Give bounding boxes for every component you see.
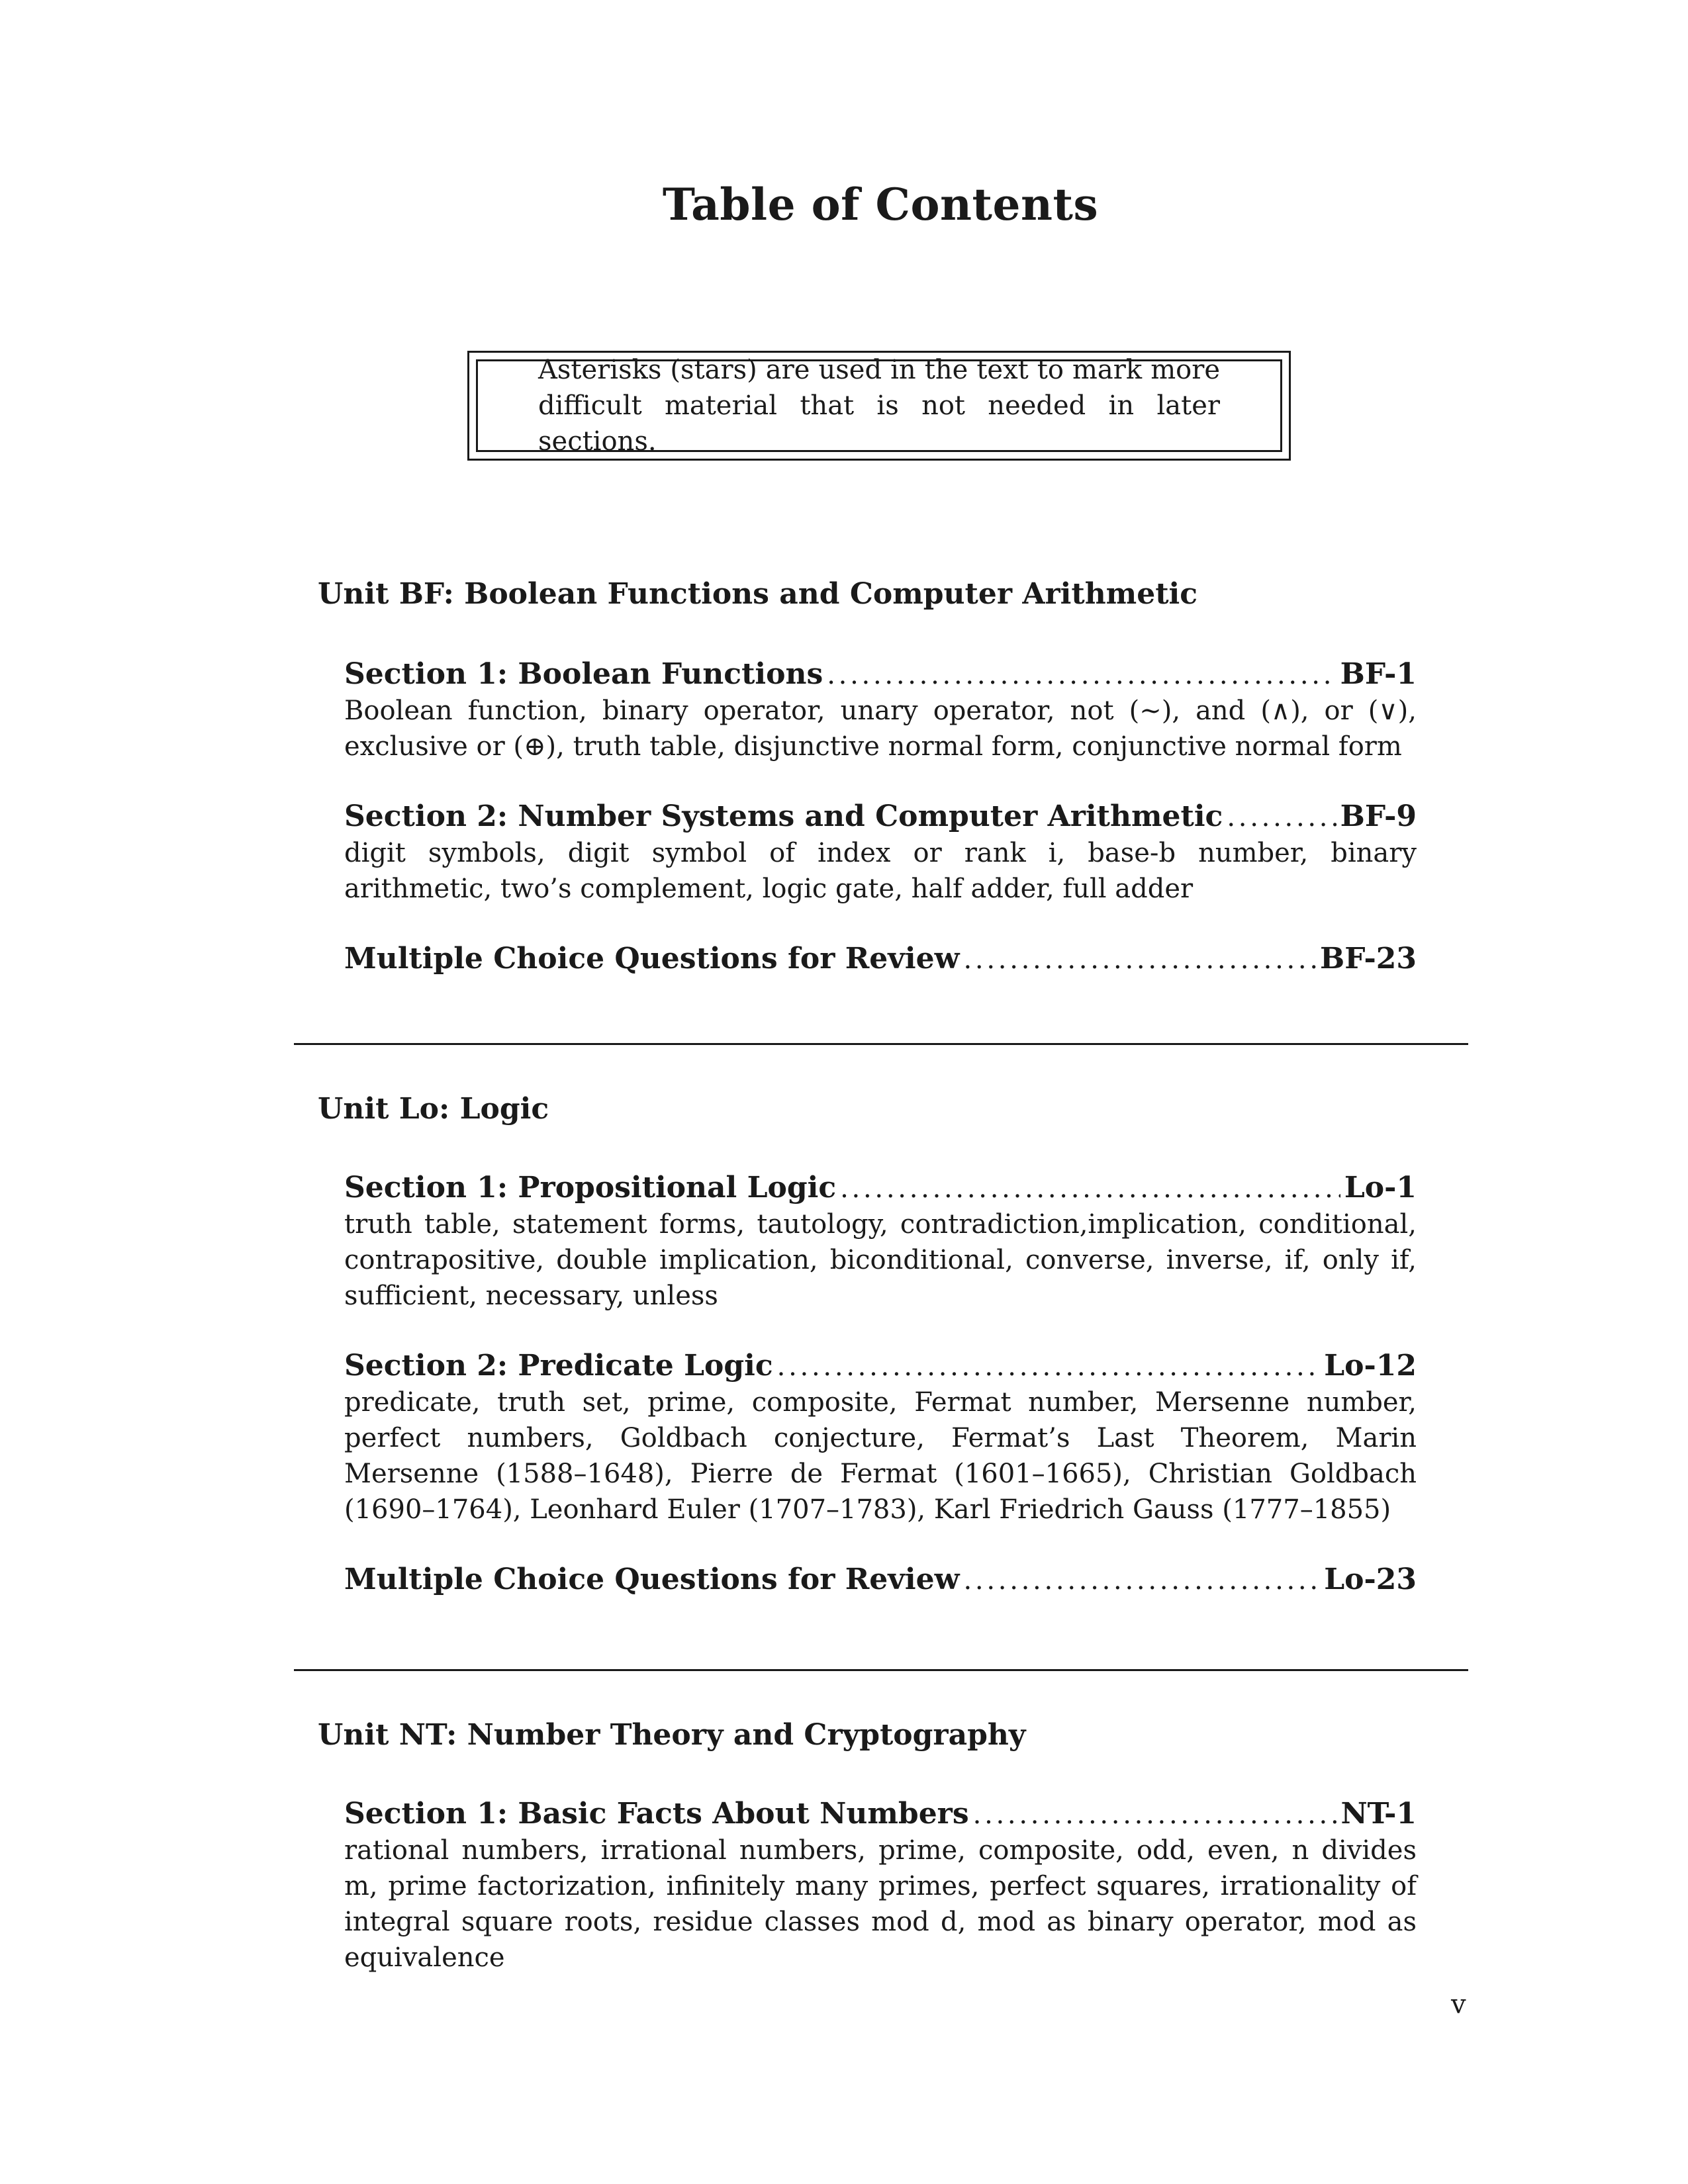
entry-label: Multiple Choice Questions for Review xyxy=(344,942,960,976)
entry-page-ref: Lo-23 xyxy=(1324,1563,1417,1596)
entry-page-ref: Lo-1 xyxy=(1344,1171,1417,1205)
unit-nt xyxy=(318,1711,1417,1976)
entry-description: predicate, truth set, prime, composite, Fermat number, Mersenne number, perfect numbers, Goldbach conjecture, Fermat’s Last Theorem, Marin Mersenne (1588–1648), Pierre de Fermat (1601–1665), Christian Goldbach (1690–1764), Leonhard Euler (1707–1783), Karl Friedrich Gauss (1777–1855) xyxy=(344,1387,1417,1525)
dot-leader xyxy=(777,1348,1321,1385)
unit-title: Unit NT: Number Theory and Cryptography xyxy=(318,1718,1026,1752)
entry-description: Boolean function, binary operator, unary operator, not (∼), and (∧), or (∨), exclusive or (⊕), truth table, disjunctive normal form, conjunctive normal form xyxy=(344,696,1417,762)
entry-label: Section 2: Predicate Logic xyxy=(344,1349,773,1383)
entry-heading xyxy=(344,1796,1417,1833)
entry-label: Section 1: Propositional Logic xyxy=(344,1171,837,1205)
unit-title: Unit BF: Boolean Functions and Computer Arithmetic xyxy=(318,577,1198,611)
unit-entries xyxy=(344,657,1417,978)
unit-entries xyxy=(344,1796,1417,1976)
dot-leader xyxy=(973,1796,1337,1833)
toc-entry[interactable] xyxy=(344,941,1417,978)
entry-page-ref: NT-1 xyxy=(1340,1797,1417,1831)
toc-entry[interactable] xyxy=(344,1348,1417,1527)
entry-label: Section 1: Basic Facts About Numbers xyxy=(344,1797,969,1831)
unit-title: Unit Lo: Logic xyxy=(318,1092,549,1126)
notice-box-inner xyxy=(476,355,1282,457)
unit-bf xyxy=(318,570,1417,978)
entry-label: Multiple Choice Questions for Review xyxy=(344,1563,960,1596)
dot-leader xyxy=(963,941,1316,978)
entry-heading xyxy=(344,941,1417,978)
toc-entry[interactable] xyxy=(344,1170,1417,1314)
dot-leader xyxy=(827,657,1336,693)
entry-heading xyxy=(344,1170,1417,1206)
toc-entry[interactable] xyxy=(344,657,1417,764)
dot-leader xyxy=(1227,799,1336,835)
entry-label: Section 1: Boolean Functions xyxy=(344,657,823,691)
dot-leader xyxy=(840,1170,1340,1206)
toc-entry[interactable] xyxy=(344,1562,1417,1598)
unit-lo xyxy=(318,1085,1417,1598)
entry-heading xyxy=(344,657,1417,693)
entry-page-ref: Lo-12 xyxy=(1324,1349,1417,1383)
notice-box xyxy=(467,351,1291,461)
unit-entries xyxy=(344,1170,1417,1598)
entry-page-ref: BF-23 xyxy=(1320,942,1417,976)
entry-heading xyxy=(344,799,1417,835)
entry-heading xyxy=(344,1562,1417,1598)
entry-description: rational numbers, irrational numbers, prime, composite, odd, even, n divides m, prime factorization, infinitely many primes, perfect squares, irrationality of integral square roots, residue classes mod d, mod as binary operator, mod as equivalence xyxy=(344,1835,1417,1973)
unit-divider xyxy=(294,1669,1468,1671)
entry-description: digit symbols, digit symbol of index or rank i, base-b number, binary arithmetic, two’s complement, logic gate, half adder, full adder xyxy=(344,838,1417,904)
unit-divider xyxy=(294,1043,1468,1045)
entry-label: Section 2: Number Systems and Computer Arithmetic xyxy=(344,799,1223,833)
dot-leader xyxy=(963,1562,1320,1598)
entry-heading xyxy=(344,1348,1417,1385)
page-title: Table of Contents xyxy=(662,179,1099,230)
entry-description: truth table, statement forms, tautology, contradiction,implication, conditional, contrapositive, double implication, biconditional, converse, inverse, if, only if, sufficient, necessary, unless xyxy=(344,1209,1417,1311)
notice-text: Asterisks (stars) are used in the text to mark more difficult material that is not needed in later sections. xyxy=(538,355,1220,457)
toc-entry[interactable] xyxy=(344,1796,1417,1976)
entry-page-ref: BF-9 xyxy=(1340,799,1417,833)
entry-page-ref: BF-1 xyxy=(1340,657,1417,691)
toc-entry[interactable] xyxy=(344,799,1417,907)
page-number: v xyxy=(1451,1989,1466,2020)
